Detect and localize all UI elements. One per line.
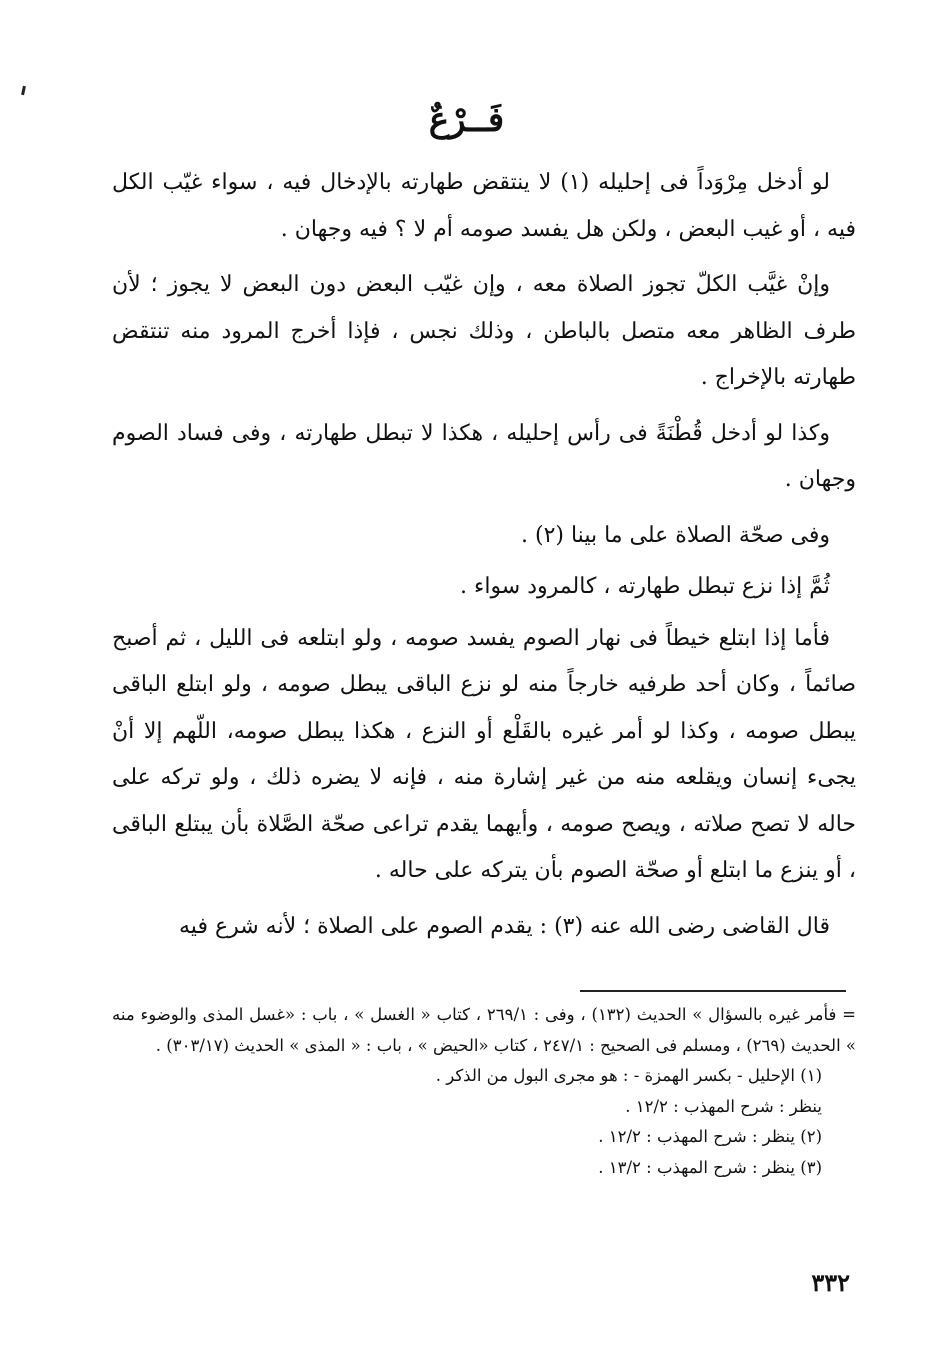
paragraph-6: فأما إذا ابتلع خيطاً فى نهار الصوم يفسد صومه ، ولو ابتلعه فى الليل ، ثم أصبح صائماً ، وكان أحد طرفيه خارجاً منه لو نزع الباقى يبطل صومه ، ولو ابتلع الباقى يبطل صومه ، وكذا لو أمر غيره بالقَلْع أو النزع ، هكذا يبطل صومه، اللّهم إلا أنْ يجىء إنسان ويقلعه منه من غير إشارة منه ، فإنه لا يضره ذلك ، ولو تركه على حاله لا تصح صلاته ، ويصح صومه ، وأيهما يقدم تراعى صحّة الصَّلاة بأن يبتلع الباقى ، أو ينزع ما ابتلع أو صحّة الصوم بأن يتركه على حاله .	[112, 625, 857, 883]
footnote-3: (٣) ينظر : شرح المهذب : ١٣/٢ .	[598, 1157, 822, 1177]
paragraph-5: ثُمَّ إذا نزع تبطل طهارته ، كالمرود سواء .	[460, 574, 830, 599]
section-heading: فَــرْعٌ	[428, 100, 505, 140]
main-text	[112, 160, 856, 959]
footnote-divider	[580, 990, 846, 992]
stray-ink-mark	[21, 86, 26, 95]
footnote-1-reference: ينظر : شرح المهذب : ١٢/٢ .	[625, 1096, 822, 1116]
footnote-2: (٢) ينظر : شرح المهذب : ١٢/٢ .	[598, 1127, 822, 1146]
paragraph-2: وإنْ غيَّب الكلّ تجوز الصلاة معه ، وإن غيّب البعض دون البعض لا يجوز ؛ لأن طرف الظاهر معه متصل بالباطن ، وذلك نجس ، فإذا أخرج المرود منه تنتقض طهارته بالإخراج .	[112, 272, 856, 390]
page-number: ٣٣٢	[811, 1268, 850, 1297]
footnote-1: (١) الإحليل - بكسر الهمزة - : هو مجرى البول من الذكر .	[435, 1066, 822, 1085]
footnote-continuation: = فأمر غيره بالسؤال » الحديث (١٣٢) ، وفى : ٢٦٩/١ ، كتاب « الغسل » ، باب : «غسل المذى والوضوء منه » الحديث (٢٦٩) ، ومسلم فى الصحيح : ٢٤٧/١ ، كتاب «الحيض » ، باب : « المذى » الحديث (٣٠٣/١٧) .	[112, 1005, 856, 1055]
paragraph-4: وفى صحّة الصلاة على ما بينا (٢) .	[521, 522, 830, 548]
paragraph-3: وكذا لو أدخل قُطْنَةً فى رأس إحليله ، هكذا لا تبطل طهارته ، وفى فساد الصوم وجهان .	[112, 420, 856, 492]
footnotes	[112, 1000, 856, 1183]
paragraph-1: لو أدخل مِرْوَداً فى إحليله (١) لا ينتقض طهارته بالإدخال فيه ، سواء غيّب الكل فيه ، أو غيب البعض ، ولكن هل يفسد صومه أم لا ؟ فيه وجهان .	[112, 170, 856, 242]
paragraph-7: قال القاضى رضى الله عنه (٣) : يقدم الصوم على الصلاة ؛ لأنه شرع فيه	[179, 913, 830, 939]
